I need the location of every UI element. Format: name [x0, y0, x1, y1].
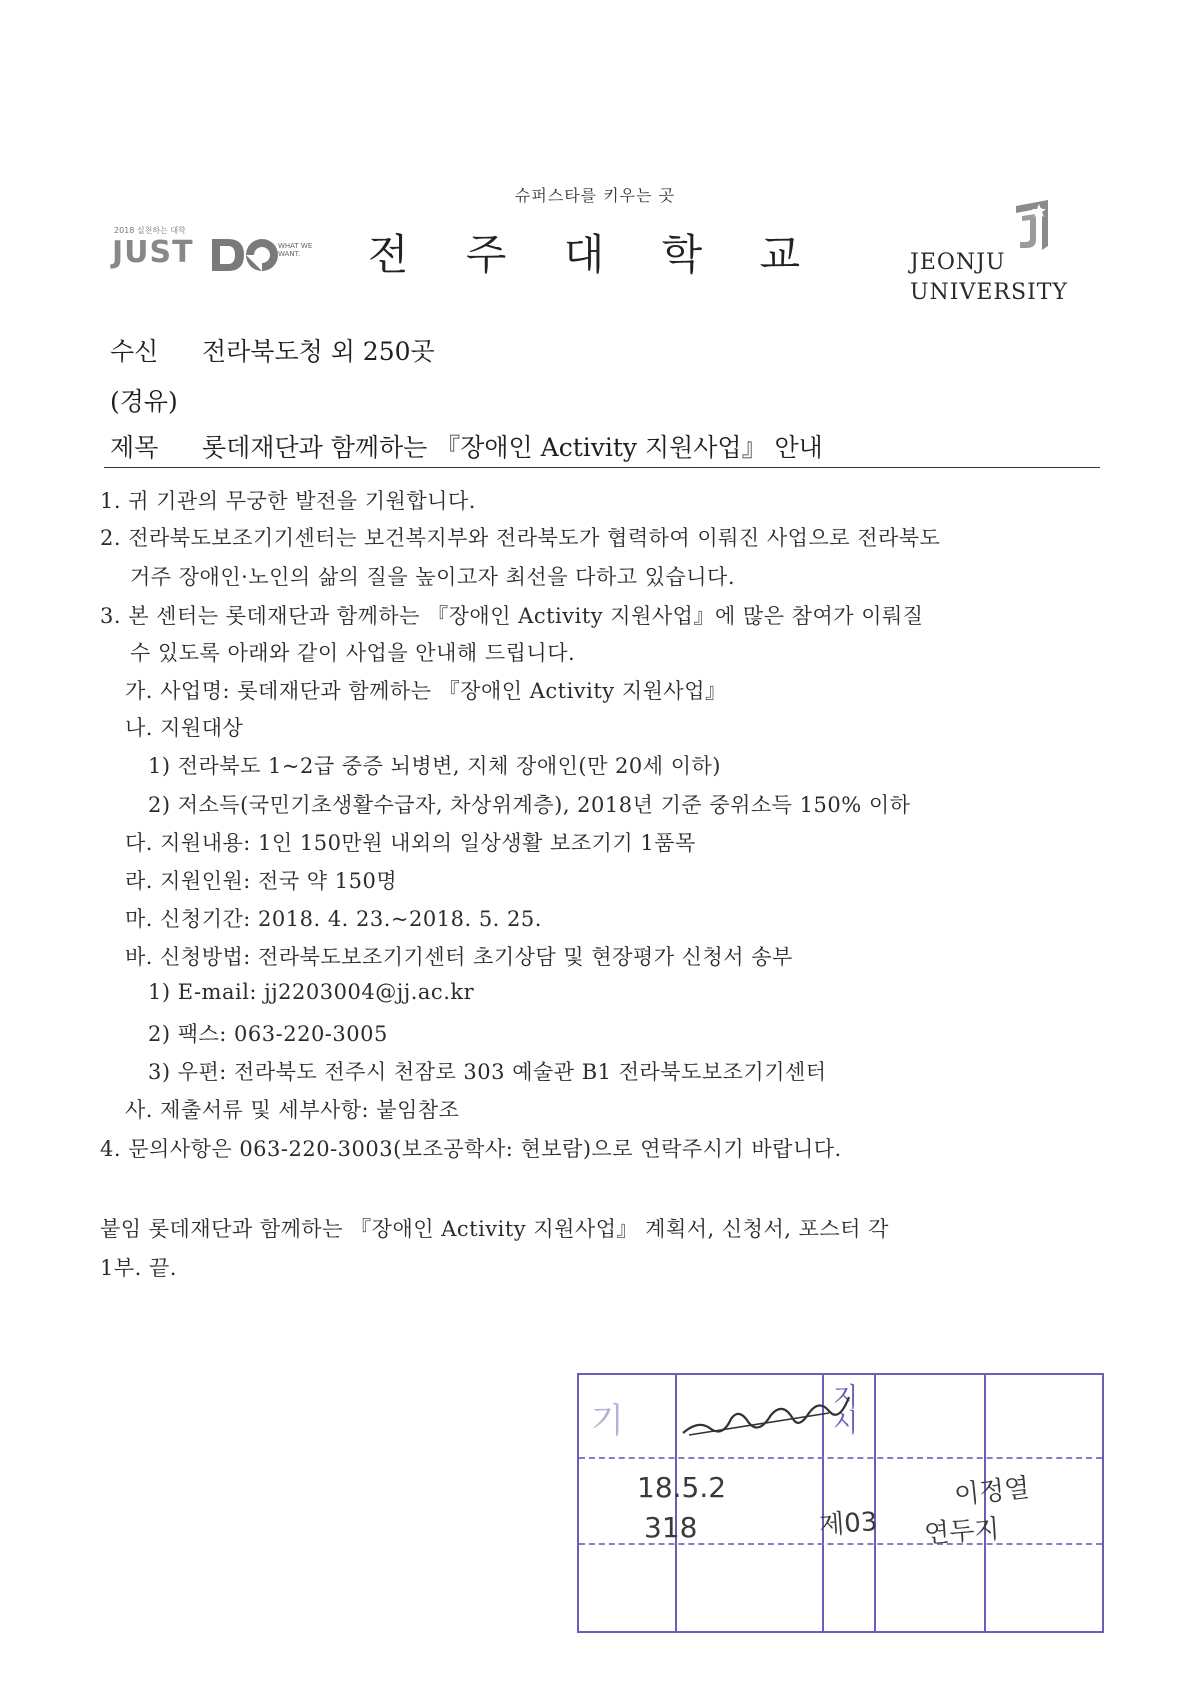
university-emblem-icon — [1012, 200, 1052, 252]
logo-what-we-want: WHAT WE WANT. — [278, 242, 313, 258]
logo-university: UNIVERSITY — [910, 280, 1068, 305]
body-line: 1) 전라북도 1~2급 중증 뇌병변, 지체 장애인(만 20세 이하) — [148, 754, 721, 778]
stamp-date: 18.5.2 — [637, 1471, 727, 1504]
recipient-value: 전라북도청 외 250곳 — [202, 337, 435, 366]
subject-row — [110, 428, 823, 464]
body-line: 2. 전라북도보조기기센터는 보건복지부와 전라북도가 협력하여 이뤄진 사업으로 전라북도 — [100, 526, 941, 550]
body-line: 사. 제출서류 및 세부사항: 붙임참조 — [125, 1098, 460, 1122]
university-title: 전 주 대 학 교 — [367, 230, 823, 279]
body-line: 다. 지원내용: 1인 150만원 내외의 일상생활 보조기기 1품목 — [125, 831, 696, 855]
recipient-row — [110, 332, 435, 368]
attachment-end-line: 1부. 끝. — [100, 1256, 177, 1280]
stamp-label: 기 — [591, 1401, 624, 1441]
recipient-label: 수신 — [110, 337, 159, 366]
logo-word: JUST — [112, 235, 194, 270]
body-line: 4. 문의사항은 063-220-3003(보조공학사: 현보람)으로 연락주시기 바랍니다. — [100, 1137, 842, 1161]
body-line: 2) 저소득(국민기초생활수급자, 차상위계층), 2018년 기준 중위소득 150% 이하 — [148, 793, 911, 817]
logo-tagline: 2018 실천하는 대학 — [114, 226, 186, 235]
stamp-signature: 연두지 — [923, 1514, 1001, 1550]
body-line: 가. 사업명: 롯데재단과 함께하는 『장애인 Activity 지원사업』 — [125, 679, 727, 703]
just-do-logo — [112, 225, 322, 285]
logo-jeonju: JEONJU — [910, 250, 1006, 275]
subject-value: 롯데재단과 함께하는 『장애인 Activity 지원사업』 안내 — [202, 433, 823, 462]
body-line: 라. 지원인원: 전국 약 150명 — [125, 869, 398, 893]
stamp-signature: 제03 — [818, 1507, 879, 1541]
body-line: 수 있도록 아래와 같이 사업을 안내해 드립니다. — [130, 641, 576, 665]
subject-label: 제목 — [110, 433, 159, 462]
body-line: 나. 지원대상 — [125, 716, 244, 740]
body-line: 바. 신청방법: 전라북도보조기기센터 초기상담 및 현장평가 신청서 송부 — [125, 945, 793, 969]
body-line: 거주 장애인·노인의 삶의 질을 높이고자 최선을 다하고 있습니다. — [130, 565, 736, 589]
body-line: 3) 우편: 전라북도 전주시 천잠로 303 예술관 B1 전라북도보조기기센터 — [148, 1060, 827, 1084]
body-line: 3. 본 센터는 롯데재단과 함께하는 『장애인 Activity 지원사업』에 많은 참여가 이뤄질 — [100, 604, 924, 628]
stamp-row-divider — [579, 1457, 1102, 1459]
attachment-line: 붙임 롯데재단과 함께하는 『장애인 Activity 지원사업』 계획서, 신청서, 포스터 각 — [100, 1217, 889, 1241]
header-divider — [104, 467, 1100, 468]
via-row: (경유) — [110, 387, 178, 416]
do-logo-icon — [210, 235, 280, 275]
slogan: 슈퍼스타를 키우는 곳 — [514, 186, 676, 205]
body-line: 2) 팩스: 063-220-3005 — [148, 1022, 388, 1046]
reception-stamp — [577, 1373, 1104, 1633]
stamp-number: 318 — [644, 1511, 698, 1544]
stamp-signature: 이정열 — [952, 1473, 1031, 1511]
jeonju-university-logo — [900, 200, 1070, 310]
body-line: 마. 신청기간: 2018. 4. 23.~2018. 5. 25. — [125, 907, 542, 931]
stamp-label: 지시 — [828, 1383, 858, 1435]
signature-scribble — [679, 1389, 859, 1449]
body-line: 1. 귀 기관의 무궁한 발전을 기원합니다. — [100, 489, 476, 513]
body-line: 1) E-mail: jj2203004@jj.ac.kr — [148, 980, 475, 1004]
